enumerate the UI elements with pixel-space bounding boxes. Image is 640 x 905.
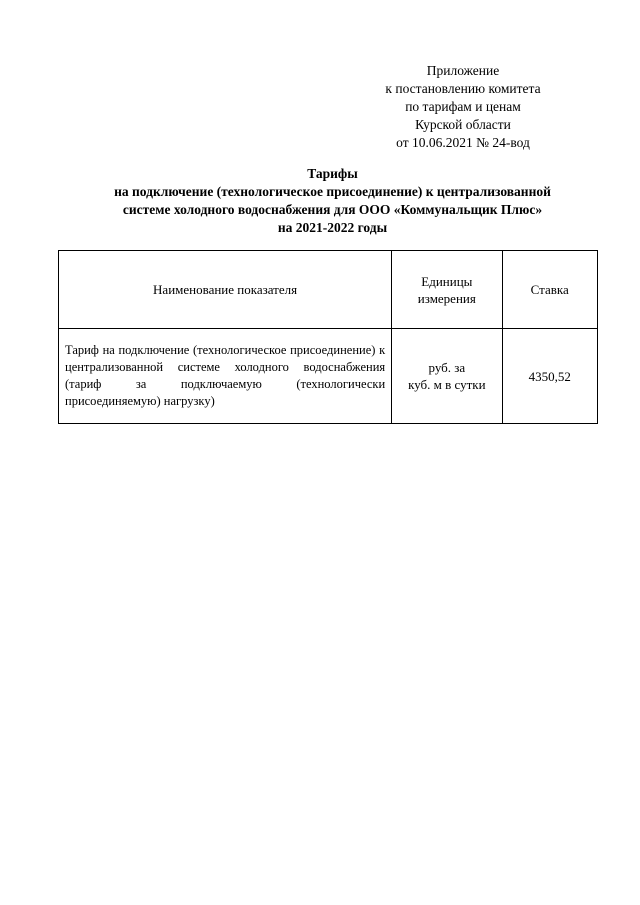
title-line: на 2021-2022 годы (277, 220, 388, 235)
row-rate-value: 4350,52 (502, 329, 598, 424)
row-units (392, 329, 502, 424)
row-indicator-name: Тариф на подключение (технологическое присоединение) к централизованной системе холодного водоснабжения (тариф за подключаемую (технологически присоединяемую) нагрузку) (59, 329, 392, 424)
title-line: на подключение (технологическое присоединение) к централизованной (114, 184, 551, 199)
row-units-line: руб. за (428, 360, 466, 375)
appendix-line: от 10.06.2021 № 24-вод (396, 135, 530, 150)
title-line: Тарифы (307, 166, 358, 181)
appendix-line: по тарифам и ценам (405, 99, 521, 114)
header-indicator-name: Наименование показателя (59, 251, 392, 329)
appendix-header (348, 62, 578, 152)
header-units-line: измерения (417, 290, 476, 306)
table-row (59, 329, 598, 424)
table-header-row (59, 251, 598, 329)
header-units-line: Единицы (421, 273, 473, 289)
document-title (50, 165, 615, 237)
appendix-line: Приложение (426, 63, 500, 78)
header-rate: Ставка (502, 251, 598, 329)
tariffs-table (58, 250, 598, 424)
appendix-line: к постановлению комитета (385, 81, 541, 96)
title-line: системе холодного водоснабжения для ООО «Коммунальщик Плюс» (122, 202, 543, 217)
row-units-line: куб. м в сутки (408, 377, 486, 392)
header-units (392, 251, 502, 329)
appendix-line: Курской области (415, 117, 511, 132)
